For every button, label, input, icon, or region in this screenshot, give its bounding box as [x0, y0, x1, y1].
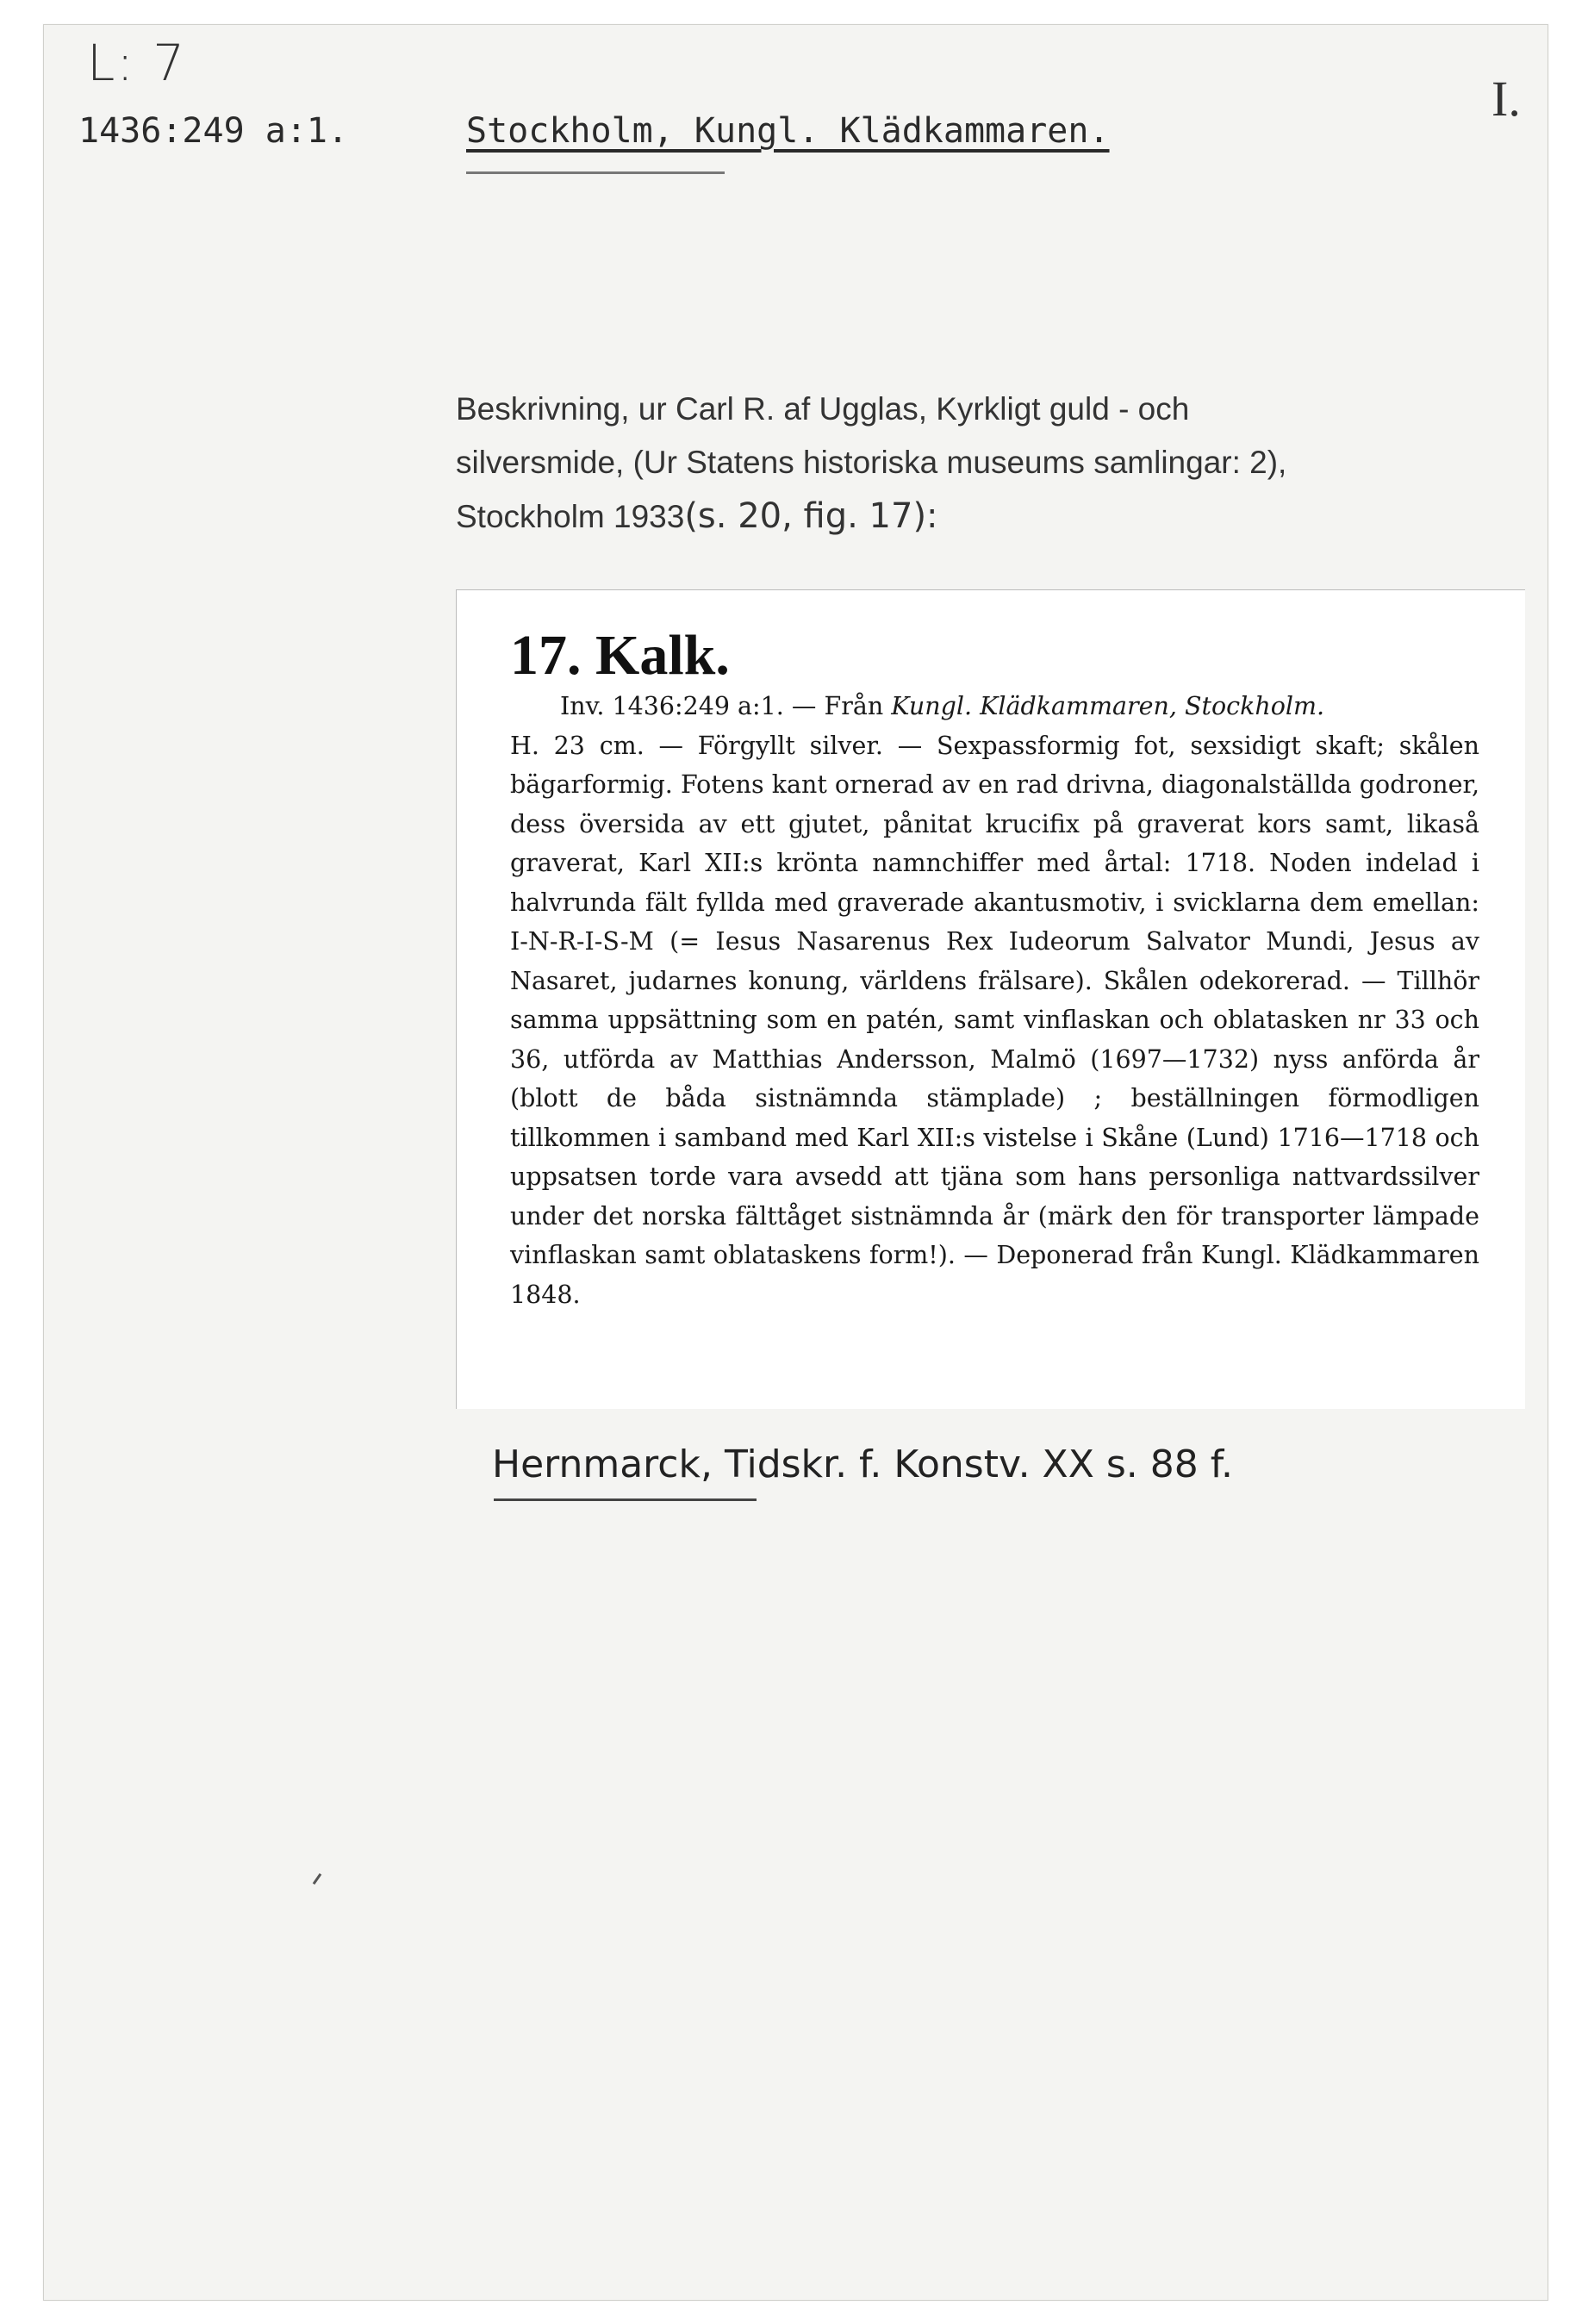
source-line-2: silversmide, (Ur Statens historiska museums samlingar: 2),	[456, 445, 1287, 480]
handwritten-underline	[494, 1498, 757, 1501]
inventory-number: 1436:249 a:1.	[78, 111, 349, 151]
place-underline-rule	[466, 171, 725, 174]
roman-numeral-handwritten: I.	[1491, 71, 1521, 127]
source-line-3	[456, 489, 1490, 544]
handwritten-reference-note: Hernmarck, Tidskr. f. Konstv. XX s. 88 f.	[492, 1442, 1233, 1486]
entry-inventory-location: Kungl. Klädkammaren, Stockholm.	[891, 692, 1325, 720]
catalog-card	[43, 24, 1548, 2301]
pasted-clipping	[456, 589, 1525, 1409]
source-line-3-typed: Stockholm 1933	[456, 499, 685, 534]
entry-inventory-prefix: Inv. 1436:249 a:1. — Från	[560, 692, 892, 720]
entry-body	[510, 687, 1479, 1314]
entry-inventory-line	[510, 687, 1479, 726]
source-citation	[456, 383, 1490, 544]
entry-description: H. 23 cm. — Förgyllt silver. — Sexpassformig fot, sexsidigt skaft; skålen bägarformig. Fotens kant ornerad av en rad drivna, diagonalställda godroner, dess översida av ett gjutet, pånitat krucifix på graverat kors samt, likaså graverat, Karl XII:s krönta namnchiffer med årtal: 1718. Noden indelad i halvrunda fält fyllda med graverade akantusmotiv, i svicklarna dem emellan: I-N-R-I-S-M (= Iesus Nasarenus Rex Iudeorum Salvator Mundi, Jesus av Nasaret, judarnes konung, världens frälsare). Skålen odekorerad. — Tillhör samma uppsättning som en patén, samt vinflaskan och oblatasken nr 33 och 36, utförda av Matthias Andersson, Malmö (1697—1732) nyss anförda år (blott de båda sistnämnda stämplade) ; beställningen förmodligen tillkommen i samband med Karl XII:s vistelse i Skåne (Lund) 1716—1718 och uppsatsen torde vara avsedd att tjäna som hans personliga nattvardssilver under det norska fälttåget sistnämnda år (märk den för transporter lämpade vinflaskan samt oblataskens form!). — Deponerad från Kungl. Klädkammaren 1848.	[510, 731, 1479, 1309]
entry-title: 17. Kalk.	[510, 624, 730, 687]
corner-reference-handwritten: L: 7	[87, 34, 187, 92]
place-heading: Stockholm, Kungl. Klädkammaren.	[466, 111, 1110, 151]
source-line-1: Beskrivning, ur Carl R. af Ugglas, Kyrkligt guld - och	[456, 391, 1190, 427]
pencil-mark	[313, 1873, 321, 1885]
source-page-reference-handwritten: (s. 20, fig. 17):	[684, 496, 938, 536]
